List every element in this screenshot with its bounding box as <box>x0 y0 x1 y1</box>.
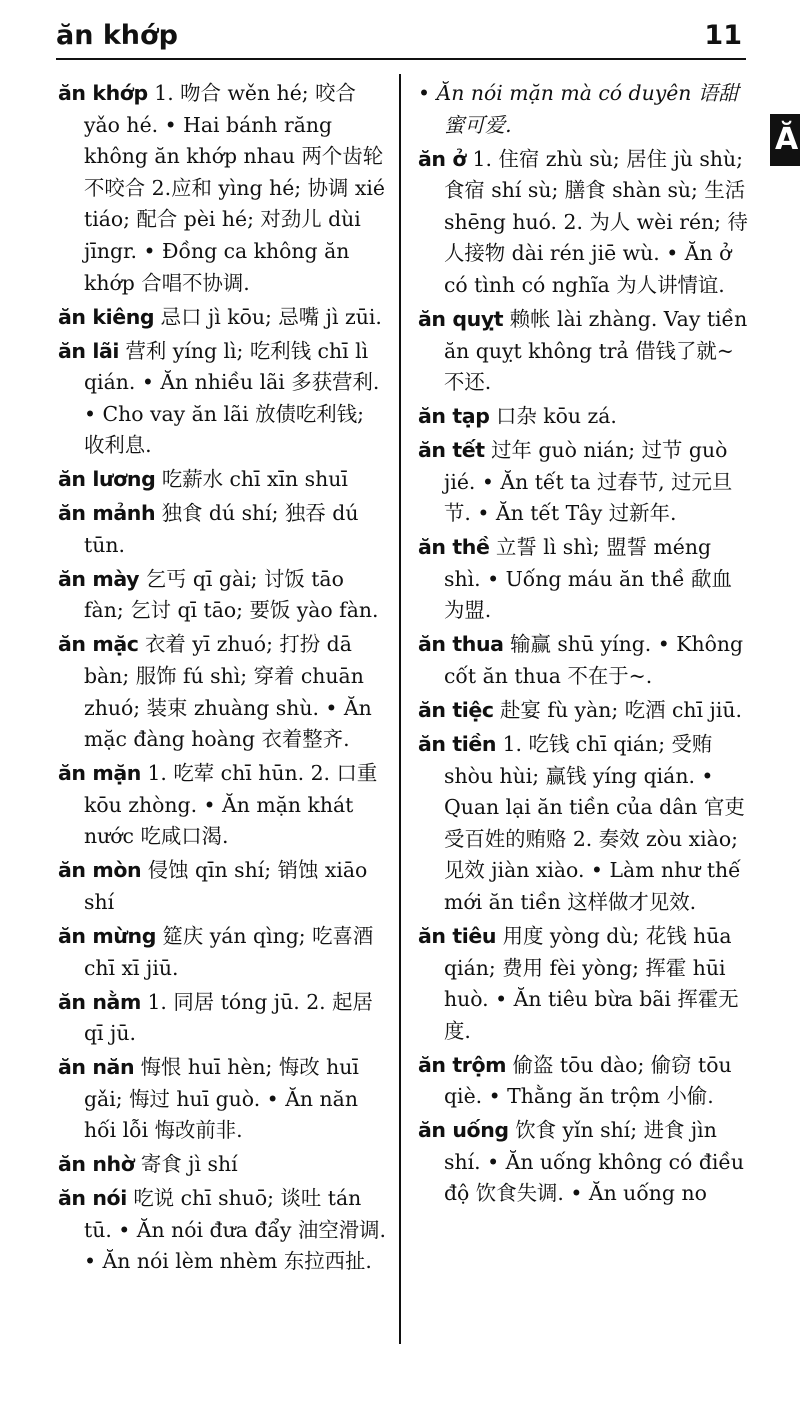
entry-definition: 赖帐 lài zhàng. Vay tiền ăn quỵt không trả 借钱了就~不还. <box>444 306 748 395</box>
dictionary-entry <box>58 1149 390 1181</box>
entry-definition: 吃说 chī shuō; 谈吐 tán tū. • Ăn nói đưa đẩy 油空滑调. • Ăn nói lèm nhèm 东拉西扯. <box>84 1186 386 1274</box>
dictionary-entry <box>418 401 748 433</box>
entry-headword: ăn tiệc <box>418 698 494 723</box>
dictionary-entry <box>418 1115 748 1210</box>
entry-headword: ăn quỵt <box>418 306 504 331</box>
entry-definition: 乞丐 qī gài; 讨饭 tāo fàn; 乞讨 qī tāo; 要饭 yào fàn. <box>84 566 379 623</box>
entry-headword: ăn tết <box>418 438 485 463</box>
entry-headword: ăn tiền <box>418 732 497 756</box>
entry-headword: ăn mảnh <box>58 501 156 526</box>
thumb-index-tab: Ă <box>770 114 800 166</box>
left-column <box>58 78 390 1280</box>
entry-definition: 立誓 lì shì; 盟誓 méng shì. • Uống máu ăn thề 歃血为盟. <box>444 535 732 623</box>
entry-definition: 营利 yíng lì; 吃利钱 chī lì qián. • Ăn nhiều lãi 多获营利. • Cho vay ăn lãi 放债吃利钱; 收利息. <box>84 338 380 458</box>
entry-headword: ăn mày <box>58 566 140 591</box>
dictionary-entry <box>418 729 748 919</box>
dictionary-entry <box>58 464 390 496</box>
entry-headword: ăn mòn <box>58 858 142 883</box>
dictionary-entry <box>58 629 390 755</box>
entry-definition: 忌口 jì kōu; 忌嘴 jì zūi. <box>154 304 382 329</box>
dictionary-entry <box>58 855 390 918</box>
dictionary-entry <box>58 78 390 299</box>
entry-definition: 1. 住宿 zhù sù; 居住 jù shù; 食宿 shí sù; 膳食 shàn sù; 生活 shēng huó. 2. 为人 wèi rén; 待人接物 dài rén jiē wù. • Ăn ở có tình có nghĩa 为人讲情谊. <box>444 146 748 297</box>
entry-definition: 侵蚀 qīn shí; 销蚀 xiāo shí <box>84 858 368 914</box>
entry-definition: 1. 吻合 wěn hé; 咬合 yǎo hé. • Hai bánh răng không ăn khớp nhau 两个齿轮不咬合 2.应和 yìng hé; 协调 xié tiáo; 配合 pèi hé; 对劲儿 dùi jīngr. • Đồng ca không ăn khớp 合唱不协调. <box>84 81 385 295</box>
entry-definition: 独食 dú shí; 独吞 dú tūn. <box>84 501 359 557</box>
dictionary-entry <box>58 1052 390 1147</box>
entry-definition: 寄食 jì shí <box>134 1152 238 1177</box>
entry-headword: ăn uống <box>418 1118 509 1143</box>
right-column <box>418 78 748 1212</box>
entry-headword: ăn lương <box>58 467 156 492</box>
page-header <box>56 18 746 60</box>
entry-headword: ăn nằm <box>58 989 141 1014</box>
entry-headword: ăn thề <box>418 535 490 560</box>
entry-headword: ăn thua <box>418 632 504 657</box>
entry-definition: 衣着 yī zhuó; 打扮 dā bàn; 服饰 fú shì; 穿着 chuān zhuó; 装束 zhuàng shù. • Ăn mặc đàng hoàng 衣着整齐. <box>84 632 372 752</box>
dictionary-entry <box>418 695 748 727</box>
entry-definition: 1. 吃荤 chī hūn. 2. 口重 kōu zhòng. • Ăn mặn khát nước 吃咸口渴. <box>84 761 378 849</box>
entry-definition: 1. 同居 tóng jū. 2. 起居 qī jū. <box>84 989 373 1046</box>
entry-headword: ăn khớp <box>58 81 148 105</box>
dictionary-entry <box>58 987 390 1050</box>
entry-headword: ăn tạp <box>418 404 490 429</box>
entry-headword: ăn kiêng <box>58 304 155 329</box>
entry-headword: ăn trộm <box>418 1052 507 1077</box>
entry-definition: 吃薪水 chī xīn shuī <box>155 467 348 492</box>
dictionary-entry <box>58 921 390 984</box>
dictionary-entry <box>418 435 748 530</box>
dictionary-entry <box>58 758 390 853</box>
entry-headword: ăn mừng <box>58 923 156 948</box>
dictionary-entry <box>418 921 748 1047</box>
entry-definition: 用度 yòng dù; 花钱 hūa qián; 费用 fèi yòng; 挥霍 hūi huò. • Ăn tiêu bừa bãi 挥霍无度. <box>444 923 739 1043</box>
dictionary-entry <box>418 144 748 302</box>
dictionary-entry <box>418 1050 748 1113</box>
entry-headword: ăn tiêu <box>418 923 497 948</box>
entry-headword: ăn lãi <box>58 338 120 363</box>
entry-definition: 过年 guò nián; 过节 guò jié. • Ăn tết ta 过春节, 过元旦节. • Ăn tết Tây 过新年. <box>444 438 733 526</box>
dictionary-entry <box>58 336 390 462</box>
dictionary-entry <box>58 302 390 334</box>
dictionary-entry <box>418 629 748 692</box>
entry-definition: 输赢 shū yíng. • Không cốt ăn thua 不在于~. <box>444 632 744 689</box>
entry-definition: 饮食 yǐn shí; 进食 jìn shí. • Ăn uống không có điều độ 饮食失调. • Ăn uống no <box>444 1118 745 1206</box>
dictionary-entry <box>418 304 748 399</box>
entry-definition: 口杂 kōu zá. <box>489 404 617 429</box>
entry-definition: 偷盗 tōu dào; 偷窃 tōu qiè. • Thằng ăn trộm 小偷. <box>444 1052 732 1109</box>
column-divider <box>399 74 401 1344</box>
entry-continuation <box>418 78 748 141</box>
dictionary-entry <box>58 498 390 561</box>
entry-definition: 赴宴 fù yàn; 吃酒 chī jiū. <box>493 698 742 723</box>
entry-headword: ăn nói <box>58 1186 127 1211</box>
entry-definition: 筵庆 yán qìng; 吃喜酒 chī xī jiū. <box>84 923 374 980</box>
running-head: ăn khớp <box>56 20 178 51</box>
entry-headword: ăn năn <box>58 1055 135 1080</box>
entry-headword: ăn mặc <box>58 632 139 657</box>
entry-definition: 悔恨 huī hèn; 悔改 huī gǎi; 悔过 huī guò. • Ăn năn hối lỗi 悔改前非. <box>84 1055 359 1143</box>
page-number: 11 <box>704 20 742 51</box>
entry-headword: ăn nhờ <box>58 1152 135 1177</box>
entry-headword: ăn ở <box>418 146 467 171</box>
dictionary-entry <box>58 1183 390 1278</box>
entry-definition: • Ăn nói mặn mà có duyên 语甜蜜可爱. <box>418 81 739 137</box>
entry-headword: ăn mặn <box>58 761 141 786</box>
entry-definition: 1. 吃钱 chī qián; 受贿 shòu hùi; 赢钱 yíng qián. • Quan lại ăn tiền của dân 官吏受百姓的贿赂 2. 奏效 zòu xiào; 见效 jiàn xiào. • Làm như thế mới ăn tiền 这样做才见效. <box>444 732 745 914</box>
dictionary-entry <box>418 532 748 627</box>
dictionary-entry <box>58 564 390 627</box>
